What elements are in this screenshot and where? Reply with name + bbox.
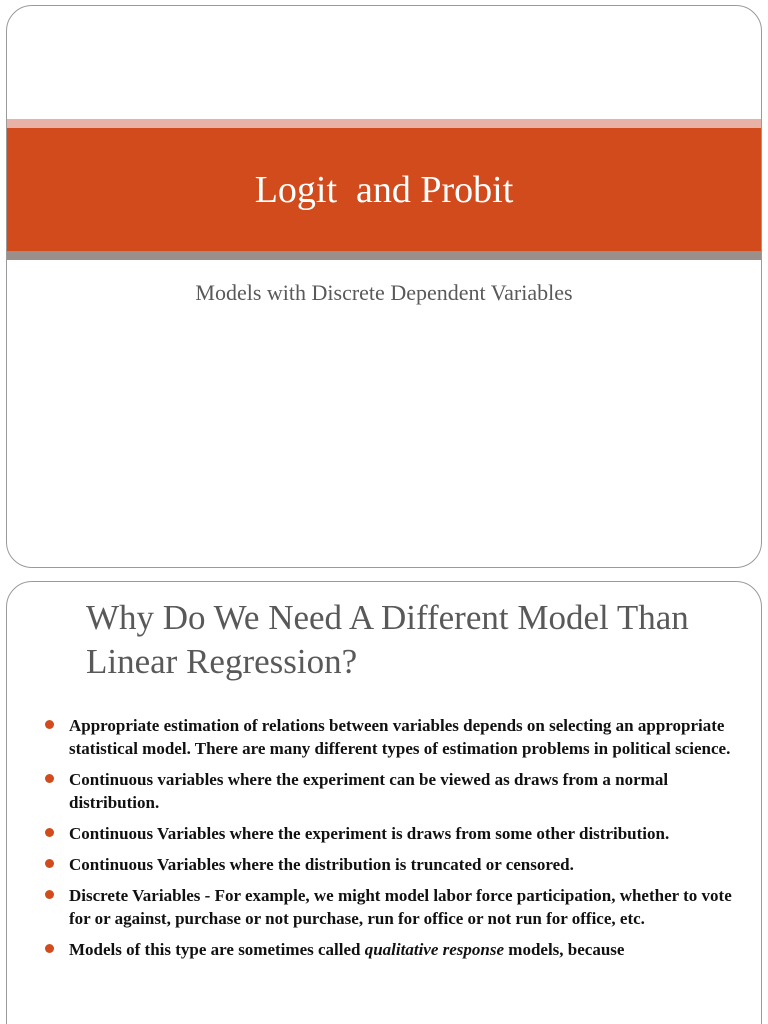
bullet-item bbox=[43, 853, 743, 876]
slide-subtitle: Models with Discrete Dependent Variables bbox=[195, 280, 573, 305]
bullet-item bbox=[43, 768, 743, 814]
bullet-dot-icon bbox=[45, 944, 54, 953]
slide-heading: Why Do We Need A Different Model Than Linear Regression? bbox=[86, 598, 689, 681]
bullet-item bbox=[43, 938, 743, 961]
title-band-bottom-stripe bbox=[7, 251, 761, 260]
content-slide bbox=[6, 581, 762, 1024]
bullet-dot-icon bbox=[45, 720, 54, 729]
title-band-top-stripe bbox=[7, 119, 761, 128]
bullet-text: Continuous Variables where the experiment is draws from some other distribution. bbox=[69, 824, 670, 843]
bullet-item bbox=[43, 822, 743, 845]
title-slide bbox=[6, 5, 762, 568]
bullet-dot-icon bbox=[45, 828, 54, 837]
bullet-dot-icon bbox=[45, 859, 54, 868]
bullet-text-before: Models of this type are sometimes called bbox=[69, 940, 365, 959]
bullet-dot-icon bbox=[45, 774, 54, 783]
bullet-item bbox=[43, 714, 743, 760]
bullet-text: Continuous Variables where the distribution is truncated or censored. bbox=[69, 855, 574, 874]
bullet-text-emphasis: qualitative response bbox=[364, 940, 505, 959]
bullet-text: Discrete Variables - For example, we might model labor force participation, whether to vote for or against, purchase or not purchase, run for office or not run for office, etc. bbox=[69, 886, 732, 928]
bullet-text-after: models, because bbox=[504, 940, 625, 959]
bullet-dot-icon bbox=[45, 890, 54, 899]
bullet-item bbox=[43, 884, 743, 930]
bullet-text: Appropriate estimation of relations between variables depends on selecting an appropriate statistical model. There are many different types of estimation problems in political science. bbox=[69, 716, 731, 758]
slide-title: Logit and Probit bbox=[254, 169, 514, 211]
bullet-list bbox=[43, 714, 743, 969]
bullet-text: Continuous variables where the experiment can be viewed as draws from a normal distribution. bbox=[69, 770, 669, 812]
